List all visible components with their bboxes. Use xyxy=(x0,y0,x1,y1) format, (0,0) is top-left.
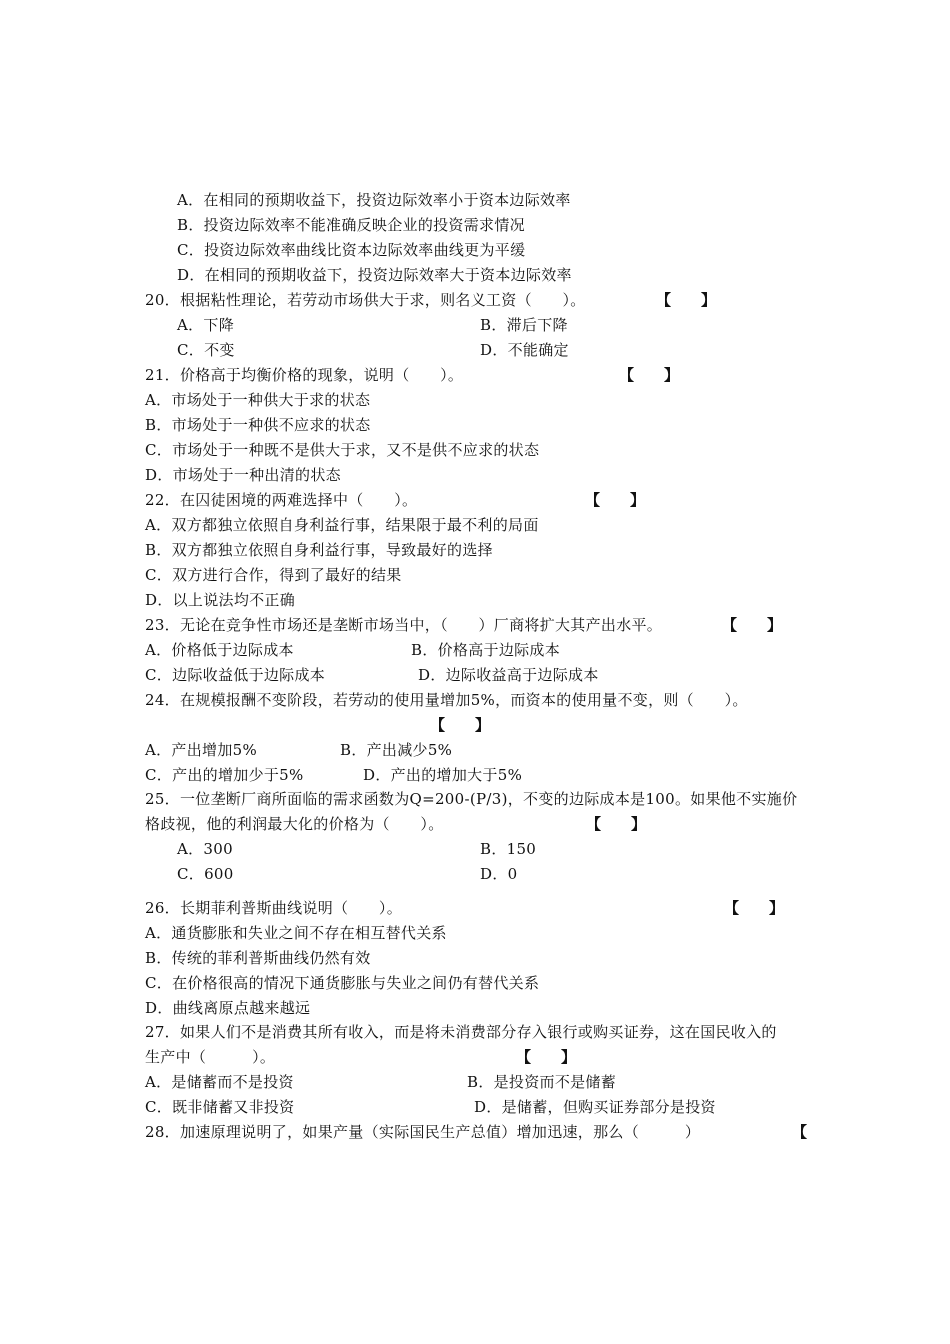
q23-option-b: B．价格高于边际成本 xyxy=(411,641,561,659)
q19-option-a: A．在相同的预期收益下，投资边际效率小于资本边际效率 xyxy=(177,191,571,209)
q27-option-b: B．是投资而不是储蓄 xyxy=(467,1073,617,1091)
q22-option-a: A．双方都独立依照自身利益行事，结果限于最不利的局面 xyxy=(145,516,539,534)
q23-option-c: C．边际收益低于边际成本 xyxy=(145,666,326,684)
q24-option-b: B．产出减少5% xyxy=(340,741,453,759)
q27-stem-line2: 生产中（ ）。 xyxy=(145,1048,276,1066)
q21-option-b: B．市场处于一种供不应求的状态 xyxy=(145,416,371,434)
q22-option-b: B．双方都独立依照自身利益行事，导致最好的选择 xyxy=(145,541,493,559)
q27-answer-bracket: 【 】 xyxy=(516,1048,577,1066)
q25-option-c: C．600 xyxy=(177,865,234,883)
q27-option-c: C．既非储蓄又非投资 xyxy=(145,1098,295,1116)
q27-option-d: D．是储蓄，但购买证券部分是投资 xyxy=(474,1098,716,1116)
q27-option-a: A．是储蓄而不是投资 xyxy=(145,1073,294,1091)
q23-stem: 23．无论在竞争性市场还是垄断市场当中，（ ）厂商将扩大其产出水平。 xyxy=(145,616,663,634)
q19-option-d: D．在相同的预期收益下，投资边际效率大于资本边际效率 xyxy=(177,266,572,284)
q26-option-a: A．通货膨胀和失业之间不存在相互替代关系 xyxy=(145,924,447,942)
q24-option-d: D．产出的增加大于5% xyxy=(363,766,523,784)
q23-option-a: A．价格低于边际成本 xyxy=(145,641,294,659)
q21-answer-bracket: 【 】 xyxy=(619,366,680,384)
q21-option-c: C．市场处于一种既不是供大于求，又不是供不应求的状态 xyxy=(145,441,540,459)
q21-option-d: D．市场处于一种出清的状态 xyxy=(145,466,341,484)
q20-option-b: B．滞后下降 xyxy=(480,316,568,334)
q20-stem: 20．根据粘性理论，若劳动市场供大于求，则名义工资（ ）。 xyxy=(145,291,586,309)
q22-option-d: D．以上说法均不正确 xyxy=(145,591,296,609)
q19-option-c: C．投资边际效率曲线比资本边际效率曲线更为平缓 xyxy=(177,241,526,259)
q25-stem-line1: 25．一位垄断厂商所面临的需求函数为Q=200-(P/3)，不变的边际成本是100。如果他不实施价 xyxy=(145,790,798,808)
q27-stem-line1: 27．如果人们不是消费其所有收入，而是将未消费部分存入银行或购买证券，这在国民收入的 xyxy=(145,1023,777,1041)
q19-option-b: B．投资边际效率不能准确反映企业的投资需求情况 xyxy=(177,216,525,234)
q26-option-b: B．传统的菲利普斯曲线仍然有效 xyxy=(145,949,371,967)
q20-option-c: C．不变 xyxy=(177,341,235,359)
q20-answer-bracket: 【 】 xyxy=(656,291,717,309)
q25-option-a: A．300 xyxy=(177,840,233,858)
q21-option-a: A．市场处于一种供大于求的状态 xyxy=(145,391,371,409)
q24-option-c: C．产出的增加少于5% xyxy=(145,766,304,784)
q25-answer-bracket: 【 】 xyxy=(586,815,647,833)
q20-option-d: D．不能确定 xyxy=(480,341,569,359)
q20-option-a: A．下降 xyxy=(177,316,235,334)
q24-answer-bracket: 【 】 xyxy=(430,716,491,734)
q22-stem: 22．在囚徒困境的两难选择中（ ）。 xyxy=(145,491,418,509)
q26-stem: 26．长期菲利普斯曲线说明（ ）。 xyxy=(145,899,402,917)
q25-option-d: D．0 xyxy=(480,865,518,883)
q21-stem: 21．价格高于均衡价格的现象，说明（ ）。 xyxy=(145,366,464,384)
q24-stem: 24．在规模报酬不变阶段，若劳动的使用量增加5%，而资本的使用量不变，则（ ）。 xyxy=(145,691,748,709)
q26-answer-bracket: 【 】 xyxy=(724,899,785,917)
q28-stem: 28．加速原理说明了，如果产量（实际国民生产总值）增加迅速，那么（ ） xyxy=(145,1123,701,1141)
q26-option-c: C．在价格很高的情况下通货膨胀与失业之间仍有替代关系 xyxy=(145,974,540,992)
q23-answer-bracket: 【 】 xyxy=(722,616,783,634)
q22-option-c: C．双方进行合作，得到了最好的结果 xyxy=(145,566,402,584)
q28-answer-bracket: 【 xyxy=(792,1123,808,1141)
q26-option-d: D．曲线离原点越来越远 xyxy=(145,999,311,1017)
q24-option-a: A．产出增加5% xyxy=(145,741,258,759)
q22-answer-bracket: 【 】 xyxy=(585,491,646,509)
q23-option-d: D．边际收益高于边际成本 xyxy=(418,666,599,684)
q25-stem-line2: 格歧视，他的利润最大化的价格为（ ）。 xyxy=(145,815,444,833)
q25-option-b: B．150 xyxy=(480,840,537,858)
